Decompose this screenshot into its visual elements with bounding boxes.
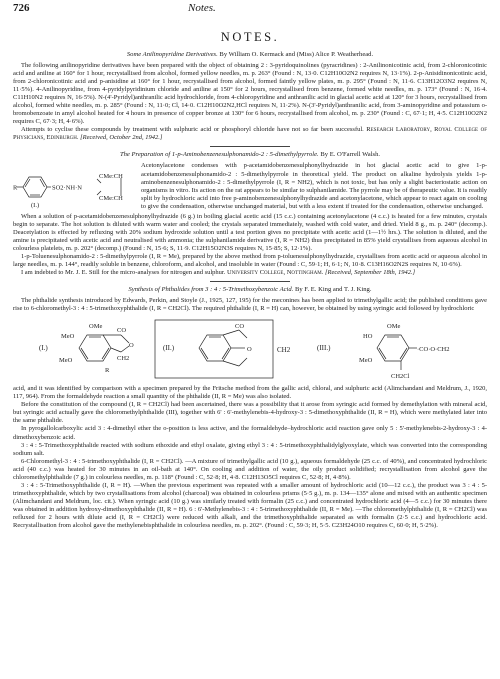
article3-paragraph3: Before the constitution of the compound (I, R = CH2Cl) had been ascertained, there was a possibility that it arose from syringic acid formed by demethylation with mineral acid, but syringic acid actually gave the chloromethylphthalide (III), together with 6' : 6'-methylenebis-4-hydroxy-3 : 5-dimethoxyphthalide (II, R = H), which were methylated later into the same phthalide. [13, 401, 487, 425]
struct3-ii-co: CO [235, 323, 245, 331]
struct3-label-ii: (II.) [163, 344, 175, 353]
struct3-i-o: O [129, 342, 134, 350]
struct1-ring-top-label: CMe:CH [99, 172, 123, 180]
article1-affiliation: Research Laboratory, Royal College of Physicians, Edinburgh. [13, 126, 487, 142]
article2-authors: By E. O'Farrell Walsh. [320, 151, 381, 159]
article3-title: Synthesis of Phthalides from 3 : 4 : 5-Trimethoxybenzoic Acid. [128, 286, 294, 294]
article2-affiliation: University College, Nottingham. [226, 269, 324, 277]
struct3-i-co: CO [117, 327, 127, 335]
struct3-iii-ome: OMe [387, 323, 401, 331]
pyrrole-structure-diagram [13, 165, 141, 209]
article1-title: Some Anilinopyridine Derivatives. [126, 51, 218, 58]
struct1-sulphonyl-label: SO2·NH·N [52, 184, 82, 192]
struct3-i-ome: OMe [89, 323, 103, 331]
article2-intro-with-structure [13, 162, 487, 210]
article2-thanks-text: I am indebted to Mr. J. E. Still for the micro-analyses for nitrogen and sulphur. [21, 269, 226, 277]
phthalide-structures [13, 316, 487, 380]
struct3-i-ch2: CH2 [117, 355, 130, 363]
article2-paragraph2: When a solution of p-acetamidobenzenesulphonylhydrazide (6 g.) in boiling glacial acetic acid (15 c.c.) containing acetonylacetone (4 c.c.) is heated for a few minutes, crystals begin to separate. The hot solution is diluted with warm water and cooled; the crystals separated immediately, washed with cold water, and dried. Yield 8 g., m. p. 240° (decomp.). Deacetylation is effected by refluxing with 20% sodium hydroxide solution until a test portion gives no precipitate with acetic acid (1—1½ hrs.). The solution is diluted, and the amine is precipitated with acetic acid and neutralised with ammonia; the sulphanilamide derivative (I, R = NH2) thus precipitated in 85% yield crystallises from aqueous alcohol in colourless platelets, m. p. 202° (decomp.) (Found : N, 15·6; S, 11·9. C12H15O2N3S requires N, 15·85; S, 12·1%). [13, 212, 487, 252]
article1-paragraph2 [13, 126, 487, 142]
article1-received: [Received, October 2nd, 1942.] [80, 134, 163, 142]
article3-paragraph7: 3 : 4 : 5-Trimethoxyphthalide (I, R = H). —When the previous experiment was repeated with a smaller amount of hydrochloric acid (10—12 c.c.), the product was 3 : 4 : 5-trimethoxyphthalide, which by two crystallisations from alcohol (charcoal) was obtained in colourless prisms (5·5 g.), m. p. 134—135° alone and mixed with an authentic specimen (Alimchandani and Meldrum, loc. cit.). When syringic acid (10 g.) was similarly treated with formalin (25 c.c.) and concentrated hydrochloric acid (4—5 c.c.) for 30 minutes there was obtained in addition hydroxy-dimethoxyphthalide (II, R = H). 6 : 6'-Methylenebis-3 : 4 : 5-trimethoxyphthalide (II, R = Me). —The chloromethylphthalide (I, R = CH2Cl) was refluxed for 2 hours with dilute acid (I, R = CH2Cl) were reduced with alkali, and the trimethoxyphthalide separated as with formalin (2·5 c.c.) and hydrochloric acid. Recrystallisation from alcohol gave the methylenebisphthalide in colourless needles, m. p. 202°. (Found : C, 59·3; H, 5·5. C23H24O10 requires C, 60·0; H, 5·2%). [13, 481, 487, 530]
article2-intro: Acetonylacetone condenses with p-acetamidobenzenesulphonylhydrazide in hot glacial acetic acid to give 1-p-acetamidobenzenesulphonamido-2 : 5-dimethylpyrrole in theoretical yield. The product on alkaline hydrolysis yields 1-p-aminobenzenesulphonamido-2 : 5-dimethylpyrrole (I, R = NH2), which is not toxic, but has only a slight bacteriostatic action on organisms in vitro. Its action on the rat appears to be similar to sulphanilamide. The pyrrole may be of therapeutic value. It is readily split by hydrochloric acid into free p-aminobenzenesulphonylhydrazide and acetonylacetone, which appear to react again on cooling to give the condensation, otherwise unchanged material, but with a less extent if treated for the condensation, otherwise unchanged. [141, 162, 487, 210]
struct1-number-label: (I.) [31, 201, 40, 209]
article3-paragraph2: acid, and it was identified by comparison with a specimen prepared by the Fritsche method from the gallic acid, chloral, and sulphuric acid (Alimchandani and Meldrum, J., 1920, 117, 964). From the formaldehyde reaction a small quantity of the phthalide (II, R = Me) was also isolated. [13, 385, 487, 401]
struct3-label-i: (I.) [39, 344, 48, 353]
struct3-i-meo-1: MeO [61, 333, 75, 341]
article2-paragraph3: 1-p-Toluenesulphonamido-2 : 5-dimethylpyrrole (I, R = Me), prepared by the above method from p-toluenesulphonylhydrazide, crystallises from acetic acid or aqueous alcohol in large needles, m. p. 144°, readily soluble in benzene, chloroform, and alcohol, and insoluble in water (Found : C, 59·1; H, 6·1; N, 10·8. C13H16O2N2S requires N, 10·6%). [13, 252, 487, 269]
phthalide-structures-diagram [13, 316, 487, 380]
section-title: NOTES. [220, 30, 280, 44]
article1-heading [13, 51, 487, 58]
struct3-label-iii: (III.) [317, 344, 331, 353]
article3-paragraph6: 6-Chloromethyl-3 : 4 : 5-trimethoxyphthalide (I, R = CH2Cl). —A mixture of trimethylgallic acid (10 g.), aqueous formaldehyde (25 c.c. of 40%), and concentrated hydrochloric acid (40 c.c.) was heated for 30 minutes in an oil-bath at 140°. On cooling and addition of water, the oily product solidified; recrystallisation from alcohol gave the chloromethylphthalide (7 g.) in colourless needles, m. p. 118° (Found : C, 52·8; H, 4·8. C12H13O5Cl requires C, 52·8; H, 4·8%). [13, 457, 487, 481]
struct3-iii-meo: MeO [359, 357, 373, 365]
article2-thanks [13, 269, 487, 277]
article2-received: [Received, September 18th, 1942.] [324, 269, 416, 277]
article3-paragraph5: 3 : 4 : 5-Trimethoxyphthalide reacted with sodium ethoxide and ethyl oxalate, giving ethyl 3 : 4 : 5-trimethoxyphthalidylglyoxylate, which was converted into the corresponding sodium salt. [13, 441, 487, 457]
struct3-i-meo-2: MeO [59, 357, 73, 365]
page-header [13, 0, 487, 20]
article3-paragraph4: In pyrogallolcarboxylic acid 3 : 4-dimethyl ether the o-position is less active, and the formaldehyde–hydrochloric acid reaction gave only 5 : 5'-methylenebis-2-hydroxy-3 : 4-dimethoxybenzoic acid. [13, 425, 487, 441]
struct3-ii-ch2: CH2 [277, 346, 291, 355]
article1-authors: By William O. Kermack and (Miss) Alice P. Weatherhead. [219, 51, 374, 58]
struct3-iii-lactone: ·CO·O·CH2 [417, 346, 450, 354]
article3-authors: By F. E. King and T. J. King. [294, 286, 372, 294]
struct1-r-label: R [13, 184, 18, 192]
article2-heading [13, 151, 487, 158]
page-number: 726 [13, 2, 30, 14]
struct3-i-r: R [105, 367, 110, 375]
article1-paragraph2-text: Attempts to cyclise these compounds by treatment with sulphuric acid or phosphoryl chloride have not so far been successful. [21, 126, 364, 134]
struct3-ii-o: O [247, 346, 252, 354]
divider-2 [210, 281, 290, 282]
running-title: Notes. [188, 2, 216, 14]
article2-title: The Preparation of 1-p-Aminobenzenesulphonamido-2 : 5-dimethylpyrrole. [119, 151, 319, 159]
struct1-ring-bottom-label: CMe:CH [99, 194, 123, 202]
article3-heading [13, 286, 487, 293]
struct3-iii-ho: HO [363, 333, 373, 341]
article3-paragraph1: The phthalide synthesis introduced by Edwards, Perkin, and Stoyle (J., 1925, 127, 195) for the meconines has been applied to trimethylgallic acid; the published conditions gave rise to 6-chloromethyl-3 : 4 : 5-trimethoxyphthalide (I, R = CH2Cl). The required phthalide (I, R = H) can, however, be obtained by using syringic acid followed by hydrochloric [13, 297, 487, 313]
article1-paragraph: The following anilinopyridine derivatives have been prepared with the object of obtaining 2 : 3-pyridoquinolines (pyracridines) : 2-Anilinonicotinic acid, from 2-chloronicotinic acid and aniline at 160° for 1 hour, recrystallised from alcohol, formed yellow needles, m. p. 263° (Found : N, 13·0. C12H10O2N2 requires N, 13·1%). 2-p-Anisidinonicotinic acid, from 2-chloronicotinic acid and p-anisidine at 160° for 1 hour, recrystallised from alcohol, formed faintly yellow plates, m. p. 295° (Found : N, 11·6. C13H12O3N2 requires N, 11·5%). 4-Anilinopyridine, from 4-pyridylpyridinium chloride and aniline at 150° for 2 hours, recrystallised from benzene, formed white needles, m. p. 173° (Found : N, 16·4. C11H10N2 requires N, 16·5%). N-(4'-Pyridyl)anthranilic acid hydrochloride, from 4-chloropyridine and anthranilic acid in glacial acetic acid at 120° for 3 hours, recrystallised from alcohol, formed white needles, m. p. 285° (Found : N, 11·0; Cl, 14·0. C12H10O2N2,HCl requires N, 11·2%). N-(3'-Pyridyl)anthranilic acid, from 3-aminopyridine and potassium o-bromobenzoate in amyl alcohol heated for 4 hours in presence of copper bronze at 130° for 6 hours, recrystallised from alcohol, m. p. 230° (Found : C, 67·1; H, 4·5. C12H10O2N2 requires C, 67·3; H, 4·6%). [13, 62, 487, 126]
divider-1 [210, 146, 290, 147]
struct3-iii-ch2cl: CH2Cl [391, 373, 410, 381]
